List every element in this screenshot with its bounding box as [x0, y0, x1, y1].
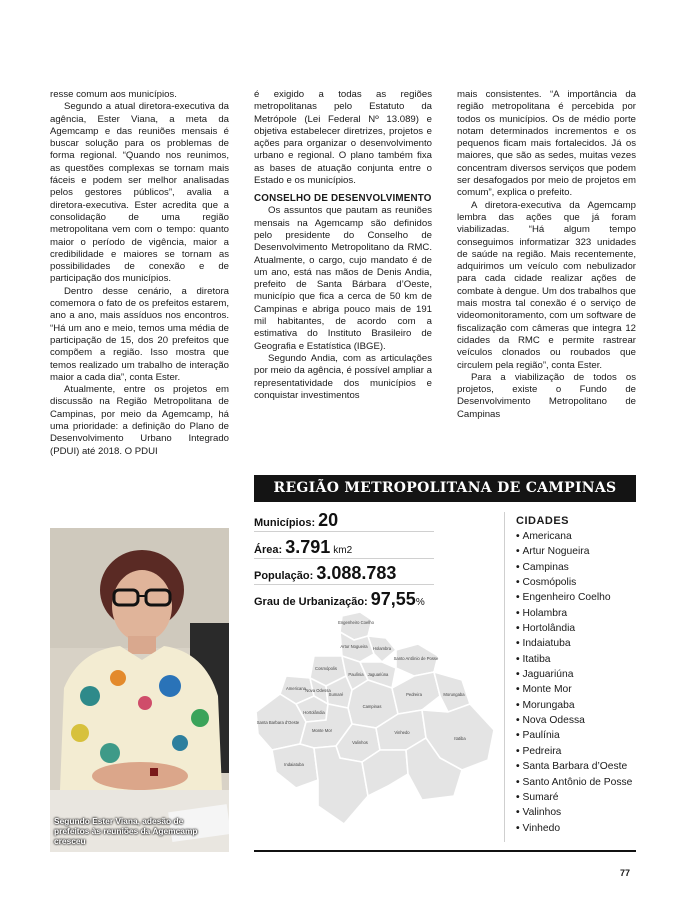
map-label: Cosmópolis — [315, 666, 337, 671]
map-label: Paulínia — [348, 672, 364, 677]
city-item: • Itatiba — [516, 652, 641, 667]
paragraph: Para a viabilização de todos os projetos, existe o Fundo de Desenvolvimento Metropolitano de Campinas — [457, 371, 636, 420]
box-title-banner: REGIÃO METROPOLITANA DE CAMPINAS — [254, 475, 636, 502]
stat-value: 3.088.783 — [316, 563, 397, 583]
map-label: Holambra — [372, 646, 392, 651]
stat-unit: km2 — [333, 545, 353, 556]
city-item: • Holambra — [516, 606, 641, 621]
paragraph: Atualmente, entre os projetos em discussão na Região Metropolitana de Campinas, por meio da Agemcamp, há uma prioridade: a definição do Plano de Desenvolvimento Urbano Integrado (PDUI) até 2018. O PDUI — [50, 384, 229, 457]
city-list — [516, 529, 641, 836]
map-label: Santo Antônio de Posse — [393, 656, 439, 661]
stat-unit: % — [415, 597, 425, 608]
paragraph: resse comum aos municípios. — [50, 89, 177, 100]
stat-value: 3.791 — [285, 537, 331, 557]
divider — [254, 584, 434, 585]
box-divider — [504, 512, 505, 842]
city-item: • Paulínia — [516, 728, 641, 743]
cities-list — [516, 515, 641, 836]
cities-title: CIDADES — [516, 515, 570, 527]
city-item: • Vinhedo — [516, 821, 641, 836]
section-heading: CONSELHO DE DESENVOLVIMENTO — [254, 193, 432, 205]
map-label: Engenheiro Coelho — [338, 620, 374, 625]
stat-label: Área: — [254, 544, 283, 556]
city-item: • Sumaré — [516, 790, 641, 805]
city-item: • Pedreira — [516, 744, 641, 759]
portrait-photo — [50, 528, 229, 852]
article-column-1 — [50, 89, 229, 458]
city-item: • Indaiatuba — [516, 636, 641, 651]
city-item: • Monte Mor — [516, 682, 641, 697]
region-map — [256, 610, 500, 838]
paragraph: Os assuntos que pautam as reuniões mensais na Agemcamp são definidos pelo presidente do Conselho de Desenvolvimento Metropolitano da RMC. Atualmente, o cargo, cujo mandato é de um ano, está nas mãos de Denis Andia, prefeito de Santa Bárbara d’Oeste, município que fica a cerca de 50 km de Campinas e abriga pouco mais de 191 mil habitantes, de acordo com a estimativa do Instituto Brasileiro de Geografia e Estatística (IBGE). — [254, 205, 432, 352]
city-item: • Cosmópolis — [516, 575, 641, 590]
article-column-2 — [254, 89, 432, 402]
map-label: Monte Mor — [311, 728, 333, 733]
city-item: • Engenheiro Coelho — [516, 590, 641, 605]
paragraph: mais consistentes. “A importância da região metropolitana é percebida por todos os municípios. Os de médio porte notam determinados incrementos e os pequenos ficam mais fortalecidos. Já os maiores, que são as sedes, muitas vezes concentram diversos serviços que podem ser desafogados por meio de projetos em comum”, explica o prefeito. — [457, 89, 636, 199]
stat-value: 20 — [318, 510, 339, 530]
paragraph: Segundo a atual diretora-executiva da agência, Ester Viana, a meta da Agemcamp e das reuniões mensais é buscar solução para os problemas de forma regional. “Quando nos reunimos, as questões complexas se tornam mais fáceis e podem ser melhor analisadas pelos gestores públicos”, avalia a diretora-executiva. Ester acredita que a consolidação de uma região metropolitana vem com o tempo: quanto maior o período de vigência, maior a credibilidade e maiores se tornam as possibilidades de conexão e de participação dos municípios. — [50, 101, 229, 285]
stat-area — [254, 537, 352, 558]
stat-populacao — [254, 563, 396, 584]
city-item: • Santo Antônio de Posse — [516, 775, 641, 790]
stat-label: População: — [254, 570, 314, 582]
divider — [254, 531, 434, 532]
city-item: • Jaguariúna — [516, 667, 641, 682]
city-item: • Artur Nogueira — [516, 544, 641, 559]
map-label: Pedreira — [406, 692, 422, 697]
map-label: Itatiba — [454, 736, 466, 741]
stat-municipios — [254, 510, 338, 531]
map-label: Americana — [285, 686, 307, 691]
map-label: Indaiatuba — [284, 762, 304, 767]
divider — [254, 558, 434, 559]
paragraph: Segundo Andia, com as articulações por meio da agência, é possível ampliar a representatividade dos municípios e conquistar investimentos — [254, 352, 432, 401]
map-label: Artur Nogueira — [340, 644, 368, 649]
map-label: Santa Barbara d'Oeste — [256, 720, 300, 725]
map-label: Hortolândia — [303, 710, 325, 715]
city-item: • Morungaba — [516, 698, 641, 713]
box-bottom-rule — [254, 850, 636, 852]
city-item: • Valinhos — [516, 805, 641, 820]
map-label: Morungaba — [443, 692, 465, 697]
article-column-3 — [457, 89, 636, 421]
city-item: • Hortolândia — [516, 621, 641, 636]
region-map-svg — [256, 610, 500, 838]
stat-value: 97,55 — [370, 589, 416, 609]
map-label: Jaguariúna — [367, 672, 389, 677]
map-label: Sumaré — [328, 692, 344, 697]
page-number: 77 — [620, 868, 631, 878]
stat-label: Municípios: — [254, 517, 316, 529]
stat-label: Grau de Urbanização: — [254, 596, 368, 608]
city-item: • Americana — [516, 529, 641, 544]
city-item: • Santa Barbara d’Oeste — [516, 759, 641, 774]
paragraph: é exigido a todas as regiões metropolitanas pelo Estatuto da Metrópole (Lei Federal Nº 13.089) e objetiva estabelecer diretrizes, projetos e ações para organizar o desenvolvimento urbano e regional. O plano também fixa as bases de atuação conjunta entre o Estado e os municípios. — [254, 89, 432, 187]
map-label: Campinas — [362, 704, 382, 709]
city-item: • Campinas — [516, 560, 641, 575]
paragraph: Dentro desse cenário, a diretora comemora o fato de os prefeitos estarem, ano a ano, mais assíduos nos encontros. “Há um ano e meio, temos uma média de participação de 15, dos 20 prefeitos que compõem a região. Isso mostra que temos realizado um trabalho de interação maior a cada dia”, conta Ester. — [50, 285, 229, 383]
map-label: Nova Odessa — [305, 688, 331, 693]
paragraph: A diretora-executiva da Agemcamp lembra das ações que já foram viabilizadas. “Há algum tempo conseguimos informatizar 323 unidades de saúde na região. Mais recentemente, adquirimos um veículo com nebulizador para cada cidade realizar ações de combate à dengue. Um dos trabalhos que mais mostra tal conexão é o serviço de videomonitoramento, com um software de fiscalização com câmeras que integra 12 cidades da RMC e permite rastrear veículos clonados ou roubados que circulem pela região”, conta Ester. — [457, 199, 636, 371]
portrait-illustration — [50, 528, 229, 852]
map-label: Vinhedo — [394, 730, 410, 735]
city-item: • Nova Odessa — [516, 713, 641, 728]
map-label: Valinhos — [352, 740, 368, 745]
stat-urbanizacao — [254, 589, 425, 610]
photo-caption: Segundo Ester Viana, adesão de prefeitos às reuniões da Agemcamp cresceu — [54, 816, 198, 846]
